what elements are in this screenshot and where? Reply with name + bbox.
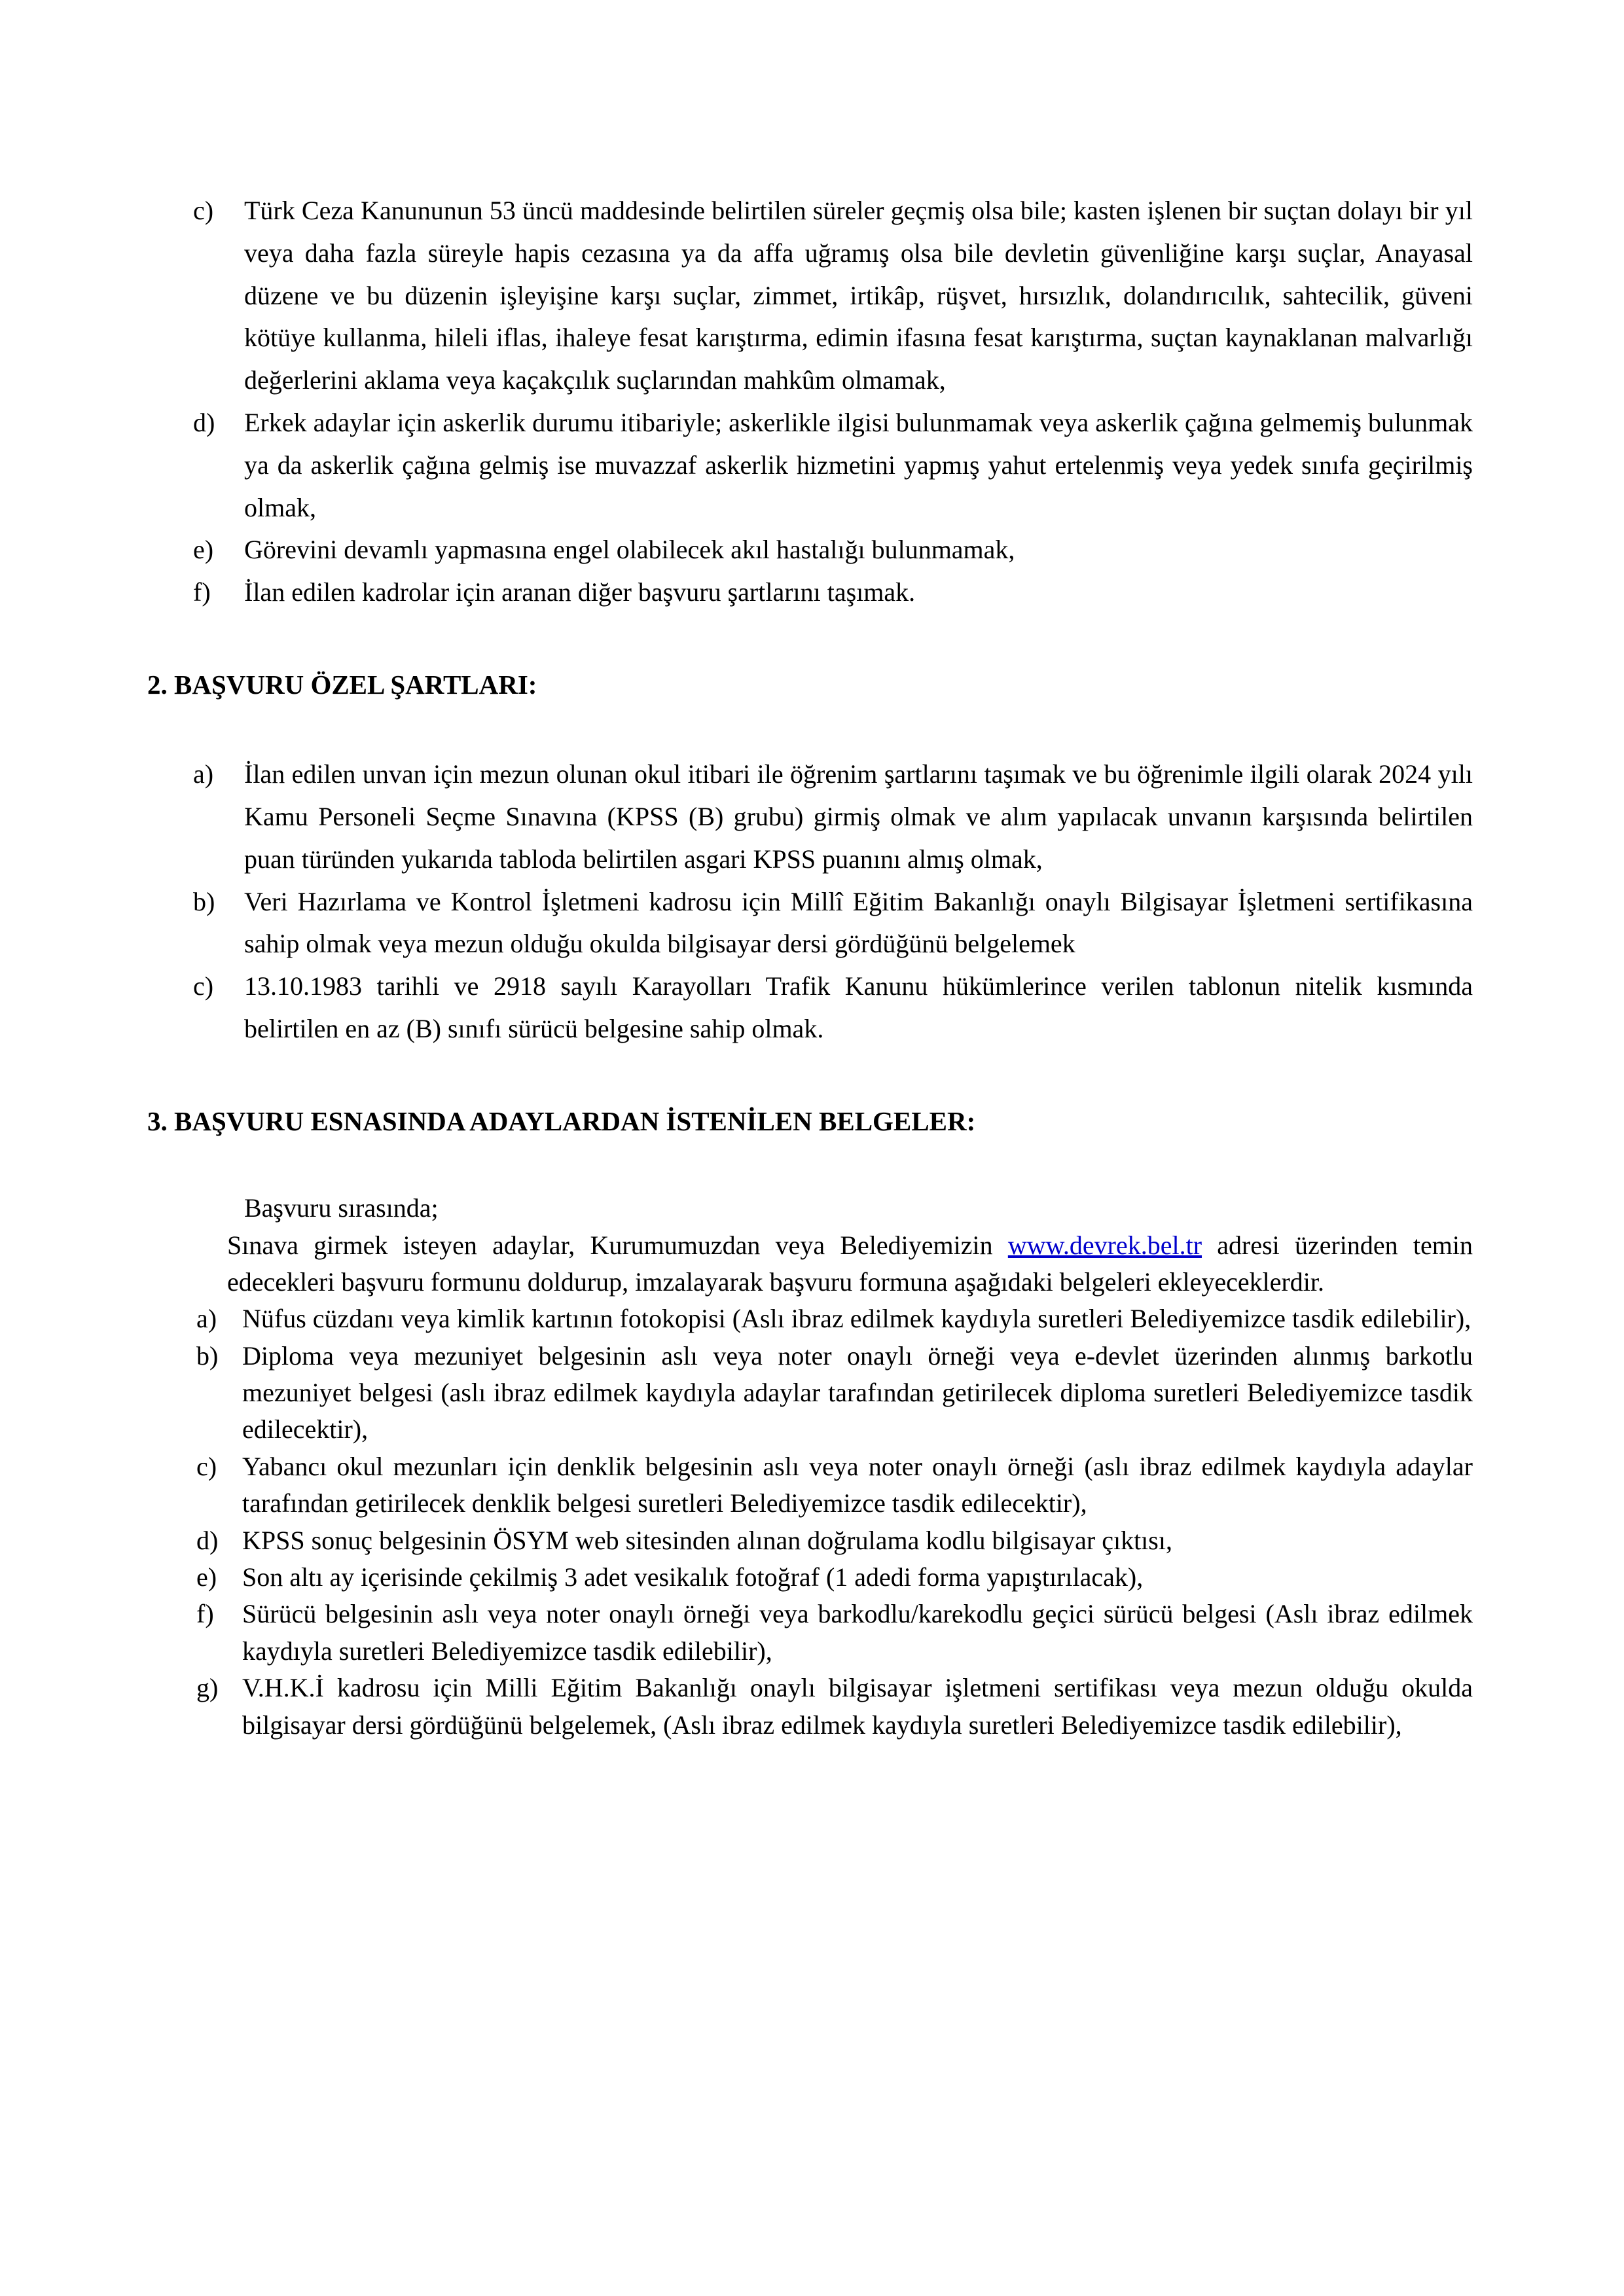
section-3-list (147, 1300, 1473, 1744)
list-item (147, 753, 1473, 880)
list-marker: b) (193, 886, 215, 916)
spacer (147, 702, 1473, 753)
list-item-text: İlan edilen unvan için mezun olunan okul itibari ile öğrenim şartlarını taşımak ve bu öğrenimle ilgili olarak 2024 yılı Kamu Personeli Seçme Sınavına (KPSS (B) grubu) girmiş olmak ve alım yapılacak unvanın karşısında belirtilen puan türünden yukarıda tabloda belirtilen asgari KPSS puanını almış olmak, (244, 759, 1473, 874)
list-marker: d) (193, 407, 215, 437)
list-item-text: Sürücü belgesinin aslı veya noter onaylı örneği veya barkodlu/karekodlu geçici sürücü belgesi (Aslı ibraz edilmek kaydıyla suretleri Belediyemizce tasdik edilebilir), (242, 1599, 1473, 1666)
document-content (147, 190, 1473, 1744)
list-marker: c) (196, 1451, 217, 1481)
list-item-text: KPSS sonuç belgesinin ÖSYM web sitesinden alınan doğrulama kodlu bilgisayar çıktısı, (242, 1525, 1172, 1555)
list-item-text: Türk Ceza Kanununun 53 üncü maddesinde belirtilen süreler geçmiş olsa bile; kasten işlenen bir suçtan dolayı bir yıl veya daha fazla süreyle hapis cezasına ya da affa uğramış olsa bile devletin güvenliğine karşı suçlar, Anayasal düzene ve bu düzenin işleyişine karşı suçlar, zimmet, irtikâp, rüşvet, hırsızlık, dolandırıcılık, sahtecilik, güveni kötüye kullanma, hileli iflas, ihaleye fesat karıştırma, edimin ifasına fesat karıştırma, suçtan kaynaklanan malvarlığı değerlerini aklama veya kaçakçılık suçlarından mahkûm olmamak, (244, 196, 1473, 395)
devrek-website-link[interactable]: www.devrek.bel.tr (1007, 1230, 1202, 1260)
list-item (147, 1559, 1473, 1596)
list-item (147, 881, 1473, 966)
section-2-heading: 2. BAŞVURU ÖZEL ŞARTLARI: (147, 669, 537, 700)
list-item-text: Veri Hazırlama ve Kontrol İşletmeni kadrosu için Millî Eğitim Bakanlığı onaylı Bilgisayar İşletmeni sertifikasına sahip olmak veya mezun olduğu okulda bilgisayar dersi gördüğünü belgelemek (244, 886, 1473, 959)
general-conditions-list (147, 190, 1473, 614)
list-item (147, 1448, 1473, 1522)
list-item (147, 190, 1473, 402)
list-marker: f) (193, 577, 211, 607)
list-marker: g) (196, 1673, 219, 1703)
list-item (147, 529, 1473, 571)
section-3-intro-line: Başvuru sırasında; (244, 1193, 439, 1223)
list-marker: e) (193, 535, 214, 565)
list-item-text: Yabancı okul mezunları için denklik belgesinin aslı veya noter onaylı örneği (aslı ibraz edilmek kaydıyla adaylar tarafından getirilecek denklik belgesi suretleri Belediyemizce tasdik edilecektir), (242, 1451, 1473, 1518)
list-item (147, 402, 1473, 529)
list-item (147, 1522, 1473, 1559)
spacer (147, 1139, 1473, 1190)
list-marker: d) (196, 1525, 219, 1555)
list-item (147, 965, 1473, 1050)
list-marker: b) (196, 1340, 219, 1371)
list-marker: f) (196, 1599, 214, 1629)
intro-text-after-link: adresi üzerinden temin edecekleri başvuru formunu doldurup, imzalayarak başvuru formuna aşağıdaki belgeleri ekleyeceklerdir. (227, 1230, 1473, 1297)
list-item-text: Nüfus cüzdanı veya kimlik kartının fotokopisi (Aslı ibraz edilmek kaydıyla suretleri Belediyemizce tasdik edilebilir), (242, 1304, 1471, 1334)
list-marker: a) (193, 759, 214, 789)
list-item (147, 1338, 1473, 1448)
list-item-text: Diploma veya mezuniyet belgesinin aslı veya noter onaylı örneği veya e-devlet üzerinden alınmış barkotlu mezuniyet belgesi (aslı ibraz edilmek kaydıyla adaylar tarafından getirilecek diploma suretleri Belediyemizce tasdik edilecektir), (242, 1340, 1473, 1444)
list-item-text: Görevini devamlı yapmasına engel olabilecek akıl hastalığı bulunmamak, (244, 535, 1015, 565)
list-item (147, 1670, 1473, 1744)
list-item-text: Erkek adaylar için askerlik durumu itibariyle; askerlikle ilgisi bulunmamak veya askerlik çağına gelmemiş bulunmak ya da askerlik çağına gelmiş ise muvazzaf askerlik hizmetini yapmış yahut ertelenmiş veya yedek sınıfa geçirilmiş olmak, (244, 407, 1473, 522)
spacer (147, 614, 1473, 668)
list-item-text: V.H.K.İ kadrosu için Milli Eğitim Bakanlığı onaylı bilgisayar işletmeni sertifikası veya mezun olduğu okulda bilgisayar dersi gördüğünü belgelemek, (Aslı ibraz edilmek kaydıyla suretleri Belediyemizce tasdik edilebilir), (242, 1673, 1473, 1740)
intro-text-before-link: Sınava girmek isteyen adaylar, Kurumumuzdan veya Belediyemizin (227, 1230, 1008, 1260)
list-marker: a) (196, 1304, 217, 1334)
list-marker: c) (193, 971, 214, 1001)
section-3-intro-paragraph (147, 1227, 1473, 1301)
section-2-list (147, 753, 1473, 1050)
list-item-text: İlan edilen kadrolar için aranan diğer başvuru şartlarını taşımak. (244, 577, 916, 607)
list-item-text: Son altı ay içerisinde çekilmiş 3 adet vesikalık fotoğraf (1 adedi forma yapıştırılacak), (242, 1562, 1144, 1592)
section-3-heading: 3. BAŞVURU ESNASINDA ADAYLARDAN İSTENİLEN BELGELER: (147, 1105, 976, 1136)
list-item-text: 13.10.1983 tarihli ve 2918 sayılı Karayolları Trafik Kanunu hükümlerince verilen tablonun nitelik kısmında belirtilen en az (B) sınıfı sürücü belgesine sahip olmak. (244, 971, 1473, 1044)
list-item (147, 1596, 1473, 1670)
list-item (147, 1300, 1473, 1337)
list-marker: e) (196, 1562, 217, 1592)
list-item (147, 571, 1473, 614)
list-marker: c) (193, 196, 214, 225)
spacer (147, 1050, 1473, 1104)
